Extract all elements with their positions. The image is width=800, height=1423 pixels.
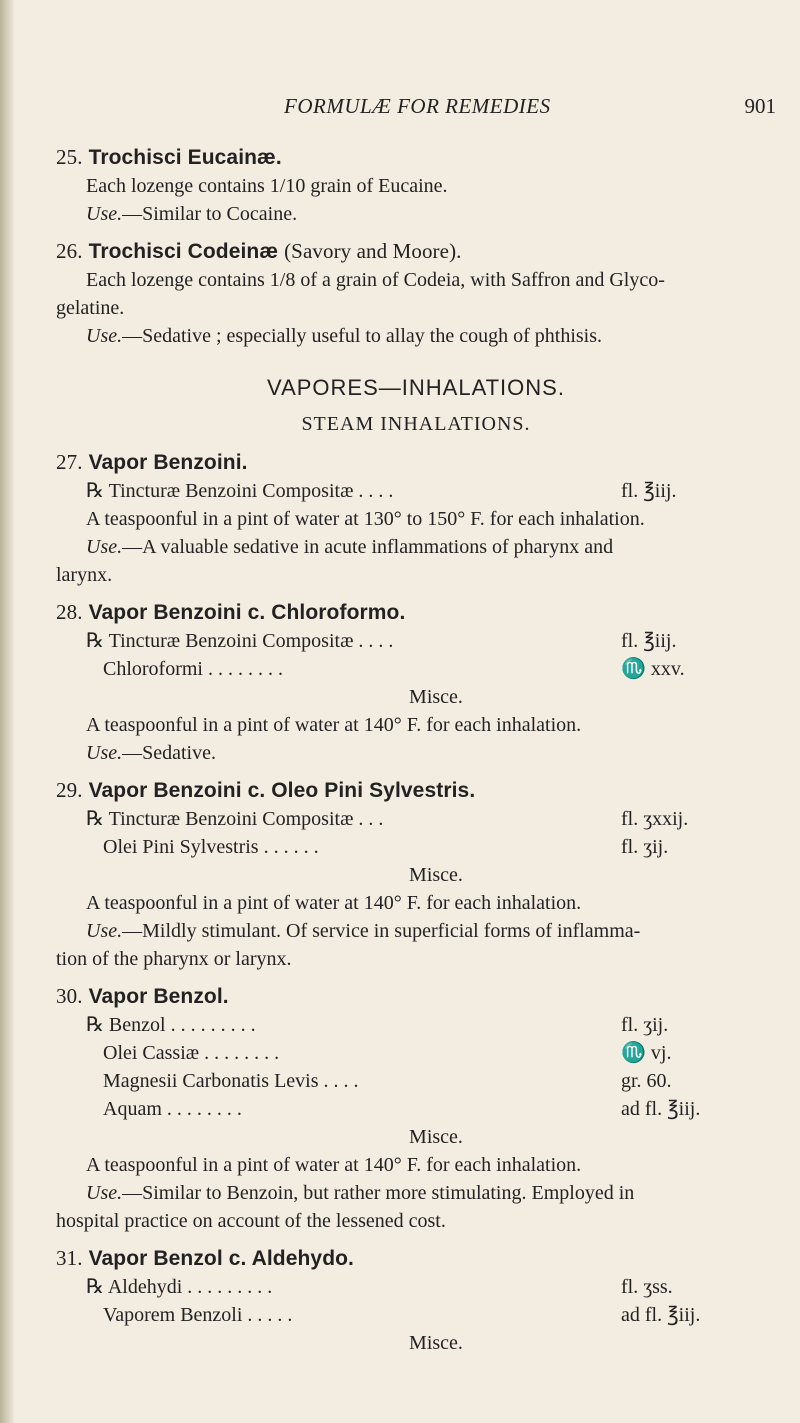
ingredient-row (56, 627, 776, 655)
direction-text: A teaspoonful in a pint of water at 130° to 150° F. for each inhalation. (86, 508, 645, 530)
entry-use: hospital practice on account of the lessened cost. (56, 1210, 446, 1232)
ingredient-amount: gr. 60. (621, 1070, 672, 1092)
ingredient-name: Olei Pini Sylvestris . . . . . . (103, 836, 319, 858)
subsection-heading: STEAM INHALATIONS. (301, 413, 531, 435)
ingredient-row (56, 1095, 776, 1123)
entry-use: Use.—Mildly stimulant. Of service in superficial forms of inflamma- (86, 920, 641, 942)
running-header (56, 94, 776, 122)
ingredient-amount: ad fl. ℥iij. (621, 1304, 701, 1326)
misce-label: Misce. (409, 864, 463, 886)
ingredient-amount: ad fl. ℥iij. (621, 1098, 701, 1120)
ingredient-name: ℞ Tincturæ Benzoini Compositæ . . . (86, 808, 384, 830)
entry-title: 25. Trochisci Eucainæ. (56, 145, 282, 169)
formula-entry-26 (56, 237, 776, 350)
entry-use: Use.—Sedative. (86, 742, 216, 764)
formula-entry-29 (56, 776, 776, 973)
formula-entry-31 (56, 1244, 776, 1357)
ingredient-row (56, 1011, 776, 1039)
formula-entry-28 (56, 598, 776, 767)
ingredient-amount: fl. ʒxxij. (621, 808, 689, 830)
formula-entry-25 (56, 143, 776, 228)
entry-title: 30. Vapor Benzol. (56, 984, 229, 1008)
ingredient-name: ℞ Benzol . . . . . . . . . (86, 1014, 256, 1036)
formula-entry-30 (56, 982, 776, 1235)
section-heading: VAPORES—INHALATIONS. (267, 375, 565, 400)
entry-text-cont: gelatine. (56, 297, 125, 319)
ingredient-name: ℞ Aldehydi . . . . . . . . . (86, 1276, 273, 1298)
direction-text: A teaspoonful in a pint of water at 140° F. for each inhalation. (86, 1154, 582, 1176)
ingredient-row (56, 833, 776, 861)
entry-use: Use.—Similar to Cocaine. (86, 203, 298, 225)
ingredient-row (56, 1273, 776, 1301)
entry-title: 27. Vapor Benzoini. (56, 450, 248, 474)
ingredient-amount: fl. ʒij. (621, 1014, 669, 1036)
formula-entry-27 (56, 448, 776, 589)
ingredient-row (56, 477, 776, 505)
ingredient-name: Aquam . . . . . . . . (103, 1098, 242, 1120)
ingredient-name: Olei Cassiæ . . . . . . . . (103, 1042, 280, 1064)
ingredient-name: Chloroformi . . . . . . . . (103, 658, 283, 680)
vapor-formulas (56, 448, 776, 1357)
ingredient-row (56, 1301, 776, 1329)
page-number: 901 (744, 94, 776, 118)
misce-label: Misce. (409, 686, 463, 708)
entry-title: 31. Vapor Benzol c. Aldehydo. (56, 1246, 354, 1270)
ingredient-name: Magnesii Carbonatis Levis . . . . (103, 1070, 359, 1092)
entry-use: tion of the pharynx or larynx. (56, 948, 292, 970)
ingredient-amount: fl. ʒss. (621, 1276, 673, 1298)
ingredient-row (56, 1067, 776, 1095)
entry-use: Use.—A valuable sedative in acute inflammations of pharynx and (86, 536, 614, 558)
ingredient-name: Vaporem Benzoli . . . . . (103, 1304, 293, 1326)
direction-text: A teaspoonful in a pint of water at 140° F. for each inhalation. (86, 892, 582, 914)
misce-label: Misce. (409, 1126, 463, 1148)
page-binding-edge (0, 0, 14, 1423)
ingredient-amount: fl. ℥iij. (621, 630, 677, 652)
entry-use: larynx. (56, 564, 113, 586)
page-content (56, 143, 776, 1366)
running-title: FORMULÆ FOR REMEDIES (284, 94, 551, 118)
ingredient-amount: ♏ xxv. (621, 658, 685, 680)
entry-use: Use.—Similar to Benzoin, but rather more stimulating. Employed in (86, 1182, 635, 1204)
entry-title: 29. Vapor Benzoini c. Oleo Pini Sylvestris. (56, 778, 476, 802)
ingredient-row (56, 1039, 776, 1067)
ingredient-row (56, 805, 776, 833)
entry-title: 26. Trochisci Codeinæ (Savory and Moore). (56, 239, 462, 263)
entry-text: Each lozenge contains 1/10 grain of Eucaine. (86, 175, 448, 197)
entry-use: Use.—Sedative ; especially useful to allay the cough of phthisis. (86, 325, 603, 347)
ingredient-name: ℞ Tincturæ Benzoini Compositæ . . . . (86, 480, 394, 502)
ingredient-name: ℞ Tincturæ Benzoini Compositæ . . . . (86, 630, 394, 652)
entry-title: 28. Vapor Benzoini c. Chloroformo. (56, 600, 406, 624)
ingredient-amount: fl. ℥iij. (621, 480, 677, 502)
ingredient-row (56, 655, 776, 683)
ingredient-amount: ♏ vj. (621, 1042, 672, 1064)
ingredient-amount: fl. ʒij. (621, 836, 669, 858)
entry-text: Each lozenge contains 1/8 of a grain of Codeia, with Saffron and Glyco- (86, 269, 665, 291)
misce-label: Misce. (409, 1332, 463, 1354)
direction-text: A teaspoonful in a pint of water at 140° F. for each inhalation. (86, 714, 582, 736)
